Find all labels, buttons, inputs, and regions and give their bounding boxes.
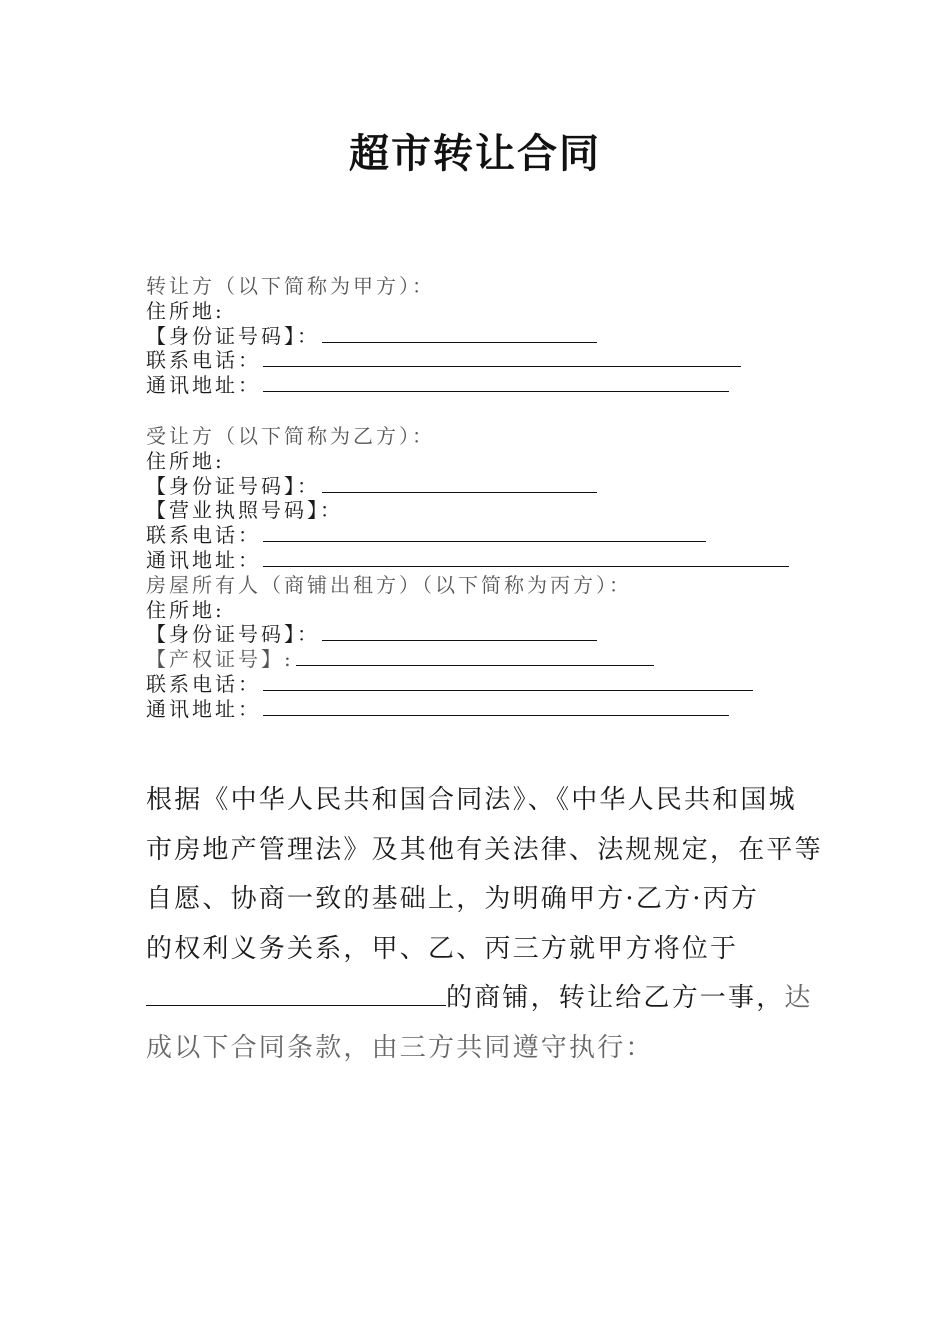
party-b-id-label: 【身份证号码】： [146, 473, 320, 498]
party-b-address-label: 住所地: [146, 448, 225, 473]
party-b-section [146, 424, 789, 722]
party-a-mail-blank[interactable] [263, 373, 729, 392]
party-c-property-row [146, 647, 789, 672]
preamble-line-5-text: 的商铺，转让给乙方一事， [446, 983, 785, 1014]
party-b-phone-row [146, 523, 789, 548]
preamble-line-5-tail: 达 [784, 983, 813, 1014]
preamble-line-6: 成以下合同条款，由三方共同遵守执行： [146, 1032, 654, 1063]
preamble-line-1: 根据《中华人民共和国合同法》、《中华人民共和国城 [146, 785, 797, 815]
party-c-phone-label: 联系电话： [146, 671, 261, 696]
party-c-heading: 房屋所有人（商铺出租方）（以下简称为丙方）： [146, 572, 632, 597]
party-c-property-blank[interactable] [296, 647, 654, 666]
party-a-phone-blank[interactable] [263, 348, 741, 367]
document-title: 超市转让合同 [349, 130, 601, 177]
contract-preamble [146, 776, 823, 1074]
preamble-line-2: 市房地产管理法》及其他有关法律、法规规定，在平等 [146, 834, 823, 865]
party-c-mail-blank[interactable] [263, 697, 729, 716]
party-c-id-label: 【身份证号码】： [146, 622, 320, 647]
party-b-phone-blank[interactable] [263, 523, 706, 542]
party-c-phone-row [146, 672, 789, 697]
party-a-id-label: 【身份证号码】： [146, 323, 320, 348]
party-b-mail-row [146, 548, 789, 573]
party-b-phone-label: 联系电话： [146, 523, 261, 548]
party-c-id-row [146, 622, 789, 647]
party-c-phone-blank[interactable] [263, 672, 753, 691]
party-c-mail-row [146, 697, 789, 722]
party-a-mail-label: 通讯地址： [146, 373, 261, 398]
party-b-license-label: 【营业执照号码】： [146, 498, 343, 523]
party-b-id-blank[interactable] [322, 474, 597, 493]
preamble-line-3: 自愿、协商一致的基础上，为明确甲方·乙方·丙方 [146, 884, 760, 915]
preamble-line-5 [146, 974, 816, 1024]
preamble-line-4: 的权利义务关系，甲、乙、丙三方就甲方将位于 [146, 933, 739, 964]
party-b-heading: 受让方（以下简称为乙方）： [146, 424, 435, 448]
party-c-property-label: 【产权证号】: [146, 647, 294, 672]
party-a-phone-row [146, 348, 741, 373]
party-a-section [146, 274, 741, 398]
party-a-mail-row [146, 373, 741, 398]
party-c-id-blank[interactable] [322, 622, 597, 641]
party-a-heading: 转让方（以下简称为甲方）： [146, 274, 435, 298]
party-b-mail-blank[interactable] [263, 548, 789, 567]
shop-location-blank[interactable] [146, 975, 446, 1006]
party-a-phone-label: 联系电话： [146, 348, 261, 373]
party-a-id-row [146, 324, 741, 349]
party-b-mail-label: 通讯地址： [146, 547, 261, 572]
party-c-address-label: 住所地: [146, 597, 225, 622]
party-a-id-blank[interactable] [322, 324, 597, 343]
party-c-mail-label: 通讯地址： [146, 696, 261, 721]
party-a-address-label: 住所地: [146, 298, 225, 323]
party-b-id-row [146, 474, 789, 499]
